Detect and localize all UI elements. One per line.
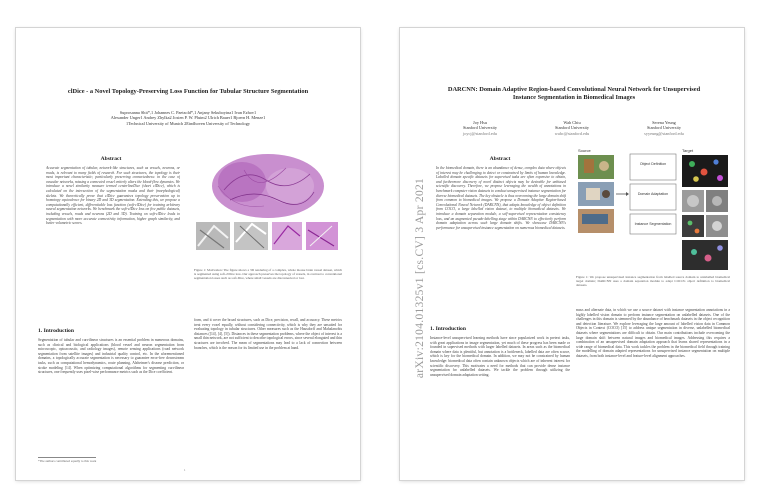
target-image: [682, 240, 728, 270]
author-line: Suprosanna Shit*,1 Johannes C. Paetzold*,1 Anjany Sekuboyina1 Ivan Ezhov1: [119, 110, 257, 115]
intro-text: Segmentation of tubular and curvilinear structures is an essential problem in numerous domains, such as clinical and biological applications (blood vessel and neuron segmentation from microscopic, optoacoustic, and radiology images), remote sensing applications (road network segmentation from satellite images) and industrial quality control, etc. In the aforementioned domains, a topologically accurate segmentation is necessary to guarantee error-free downstream tasks, such as computational hemodynamics, route planning, Alzheimer's disease prediction, or stroke modeling [14]. When optimizing computational algorithms for segmenting curvilinear structures, one frequently uses pixel-wise performance metrics such as the Dice coefficient.: [38, 338, 184, 375]
section-heading: 1. Introduction: [38, 328, 74, 334]
author-affiliation: Stanford University: [554, 125, 589, 131]
author-email: joycj@stanford.edu: [463, 130, 497, 136]
pipeline-box: [630, 154, 676, 180]
pipeline-box-label: Object Definition: [639, 162, 667, 166]
intro-text: Instance-level unsupervised learning methods have since popularized work in pretext tasks, with great applications in image segmentation, yet much of these progress has been made or founded in supervised methods with larger labelled datasets. In areas such as the biomedical domain where data is plentiful, but annotation is a bottleneck, labelled data are often scarce, which is key for the biomedical domain. In addition, we may not be constrained by human knowledge: biomedical data often contain unknown objects which are of inherent interest for scientific discovery. This motivates a need for methods that can provide dense instance segmentation for unlabelled datasets. We tackle the problem through utilizing the unsupervised domain adaptation setting.: [430, 336, 570, 377]
inset-image: [272, 222, 302, 250]
author-email: wahc@stanford.edu: [554, 130, 590, 136]
affiliation-line: 1Technical University of Munich 2Eindhoven University of Technology: [125, 120, 251, 126]
abstract-heading: Abstract: [489, 156, 511, 162]
author-entry: [532, 120, 612, 136]
author-block: [440, 120, 710, 144]
pipeline-box: [630, 184, 676, 210]
footnote-rule: [38, 457, 96, 458]
column-text: mass and alternate data, in which we use a source dataset with instance segmentation annotations in a highly labelled vision domain to perform instance segmentation on unlabelled datasets. One of the challenges in this domain is stemmed by the abundance of benchmark datasets in the object recognition and detection literature. We explore leveraging the large amount of labelled vision data in Common Objects in Context (COCO) [15] to address unique segmentation in diverse, unlabelled biomedical datasets where segmentations are difficult to obtain. Our main contributions include overcoming the large domain shift between natural images and biomedical images. Addressing this requires a combination of an unsupervised domain adaptation approach that learns shared representations in a wide range of biomedical data. This work tackles the problem in the biomedical field through training the modelling of domain adapted representations for unsupervised instance segmentation on multiple datasets, from both instance-level and feature-level alignment approaches.: [576, 308, 730, 358]
target-label: Target: [682, 148, 694, 153]
author-name: Serena Yeung: [652, 120, 676, 125]
figure-pipeline: [576, 146, 730, 272]
figure-brain-vessels: [194, 146, 342, 264]
author-entry: [624, 120, 704, 136]
abstract-text: Accurate segmentation of tubular, network-like structures, such as vessels, neurons, or roads, is relevant to many fields of research. For such structures, the topology is their most important characteristic; particularly preserving connectedness: in the case of vascular networks, missing a connected vessel entirely alters the blood-flow dynamics. We introduce a novel similarity measure termed centerlineDice (short clDice), which is calculated on the intersection of the segmentation masks and their (morphological) skeleta. We theoretically prove that clDice guarantees topology preservation up to homotopy equivalence for binary 2D and 3D segmentation. Extending this, we propose a computationally efficient, differentiable loss function (soft-clDice) for training arbitrary neural segmentation networks. We benchmark the soft-clDice loss on five public datasets, including vessels, roads and neurons (2D and 3D). Training on soft-clDice leads to segmentation with more accurate connectivity information, higher graph similarity, and better volumetric scores.: [46, 166, 180, 226]
author-line: Alexander Unger1 Andrey Zhylka2 Josien P. W. Pluim2 Ulrich Bauer1 Bjoern H. Menze1: [110, 115, 266, 121]
section-heading: 1. Introduction: [430, 326, 466, 332]
abstract-text: In the biomedical domain, there is an abundance of dense, complex data where objects of interest may be challenging to detect or constrained by limits of human knowledge. Labelled domain specific datasets for supervised tasks are often expensive to obtain, and furthermore discovery of novel distinct objects may be desirable for unbiased scientific discovery. Therefore, we propose leveraging the wealth of annotations in benchmark computer vision datasets to conduct unsupervised instance segmentation for diverse biomedical datasets. The key obstacle is thus overcoming the large domain shift from common to biomedical images. We propose a Domain Adaptive Region-based Convolutional Neural Network (DARCNN), that adapts knowledge of object definition from COCO, a large labelled vision dataset, to multiple biomedical datasets. We introduce a domain separation module, a self-supervised representation consistency loss, and an augmented pseudo-labelling stage within DARCNN to effectively perform domain adaptation across such large domain shifts. We showcase DARCNN's performance for unsupervised instance segmentation on numerous biomedical datasets.: [436, 166, 566, 230]
target-image: [682, 215, 704, 237]
author-affiliation: Stanford University: [462, 125, 497, 131]
column-text: form, and it cover the broad structures, such as Dice, precision, recall, and accuracy. These metrics treat every voxel equally, without considering connectivity, which is why they are unsuited for evaluating topology in tubular structures. Other measures such as the Hausdorff and Mahalanobis distances ([14], [4], [5]). Distances in these segmentation problems, where the object of interest is a small thin network, are not sufficient to describe topological errors, since several elongated and thin structures are involved. The mean of segmentations may lead to a lack of connection between branches, which is the reason for its limited use in the problem at hand.: [194, 318, 342, 350]
paper-page-left: [16, 28, 360, 480]
pipeline-box-label: Instance Segmentation: [634, 222, 672, 226]
footnote: *The authors contributed equally to this work: [38, 459, 97, 463]
arxiv-stamp: [414, 138, 426, 418]
author-email: syyeung@stanford.edu: [644, 130, 684, 136]
abstract-heading: Abstract: [100, 156, 122, 162]
author-list: [32, 110, 344, 126]
author-name: Wah Chiu: [563, 120, 581, 125]
arxiv-stamp-text: arXiv:2104.01325v1 [cs.CV] 3 Apr 2021: [414, 177, 426, 379]
author-entry: [440, 120, 520, 136]
paper-page-right: [400, 28, 744, 480]
page-number: 1: [184, 468, 186, 472]
pipeline-box-label: Domain Adaptation: [637, 192, 669, 196]
figure-caption: Figure 1: We propose unsupervised instance segmentation from labelled source domain to unlabelled biomedical target domain; DARCNN uses a domain separation module to adapt COCO's object definition to biomedical datasets.: [576, 275, 730, 288]
author-name: Joy Hsu: [473, 120, 487, 125]
source-label: Source: [578, 148, 591, 153]
author-affiliation: Stanford University: [646, 125, 681, 131]
paper-title: clDice - a Novel Topology-Preserving Loss Function for Tubular Structure Segmentation: [67, 88, 309, 95]
figure-caption: Figure 1: Motivation: The figure shows a 3D rendering of a complex, whole mouse brain vessel dataset, which is segmented using soft-clDice loss. Our approach preserves the topology of vessels, in contrast to conventional segmentation losses such as soft-Dice, where small vessels are disconnected or lost.: [194, 268, 342, 281]
paper-title: DARCNN: Domain Adaptive Region-based Convolutional Neural Network for Unsupervised Instance Segmentation in Biomedical Images: [447, 86, 701, 101]
